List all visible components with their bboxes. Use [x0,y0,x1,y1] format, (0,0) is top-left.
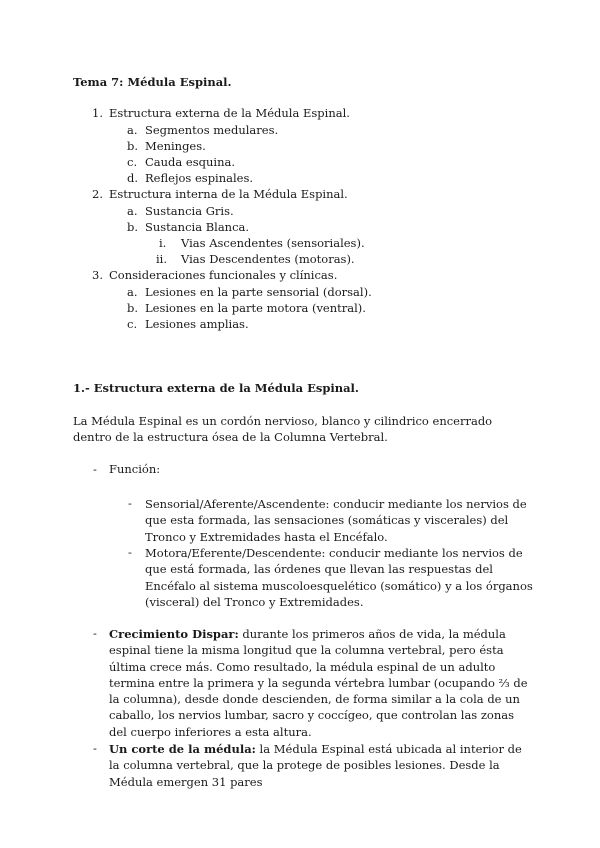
section-heading: 1.- Estructura externa de la Médula Espinal. [73,381,359,395]
toc-letter: b. [127,220,139,234]
corte-label: Un corte de la médula: [109,742,256,756]
toc-text: Meninges. [145,139,206,153]
toc-letter: a. [127,123,138,137]
toc-text: Sustancia Gris. [145,204,234,218]
toc-roman: ii. [156,252,168,266]
toc-text: Consideraciones funcionales y clínicas. [109,268,338,282]
toc-text: Estructura externa de la Médula Espinal. [109,106,350,120]
motora-text: Motora/Eferente/Descendente: conducir mediante los nervios de que está formada, las órdenes que llevan las respuestas del Encéfalo al sistema muscoloesquelético (somático) y a los órganos (visceral) del Tronco y Extremidades. [145,546,533,609]
dash-bullet: - [93,626,97,640]
toc-number: 2. [92,187,103,201]
toc-text: Segmentos medulares. [145,123,279,137]
toc-text: Vias Ascendentes (sensoriales). [181,236,365,250]
toc-letter: a. [127,285,138,299]
dash-bullet: - [93,741,97,755]
toc-letter: c. [127,317,138,331]
dash-bullet: - [128,496,132,510]
toc-text: Lesiones amplias. [145,317,249,331]
sensorial-text: Sensorial/Aferente/Ascendente: conducir mediante los nervios de que esta formada, las sensaciones (somáticas y viscerales) del Tronco y Extremidades hasta el Encéfalo. [145,497,527,544]
toc-letter: b. [127,139,139,153]
crecimiento-label: Crecimiento Dispar: [109,627,239,641]
crecimiento-text: durante los primeros años de vida, la médula espinal tiene la misma longitud que la columna vertebral, pero ésta última crece más. Como resultado, la médula espinal de un adulto termina entre la primera y la segunda vértebra lumbar (ocupando ⅔ de la columna), desde donde descienden, de forma similar a la cola de un caballo, los nervios lumbar, sacro y coccígeo, que controlan las zonas del cuerpo inferiores a esta altura. [109,627,528,739]
dash-bullet: - [93,462,97,476]
toc-text: Reflejos espinales. [145,171,254,185]
toc-number: 3. [92,268,103,282]
document-title: Tema 7: Médula Espinal. [73,75,232,89]
toc-text: Lesiones en la parte sensorial (dorsal). [145,285,372,299]
toc-letter: b. [127,301,139,315]
toc-text: Vias Descendentes (motoras). [181,252,355,266]
toc-text: Estructura interna de la Médula Espinal. [109,187,348,201]
corte-text: la Médula Espinal está ubicada al interior de la columna vertebral, que la protege de posibles lesiones. Desde la Médula emergen 31 pares [109,742,522,789]
toc-number: 1. [92,106,103,120]
crecimiento-paragraph [109,626,529,740]
toc-letter: d. [127,171,139,185]
toc-roman: i. [159,236,167,250]
toc-letter: c. [127,155,138,169]
corte-paragraph [109,741,529,790]
toc-text: Sustancia Blanca. [145,220,250,234]
toc-text: Cauda esquina. [145,155,236,169]
funcion-label: Función: [109,462,161,476]
dash-bullet: - [128,545,132,559]
toc-text: Lesiones en la parte motora (ventral). [145,301,366,315]
intro-paragraph: La Médula Espinal es un cordón nervioso, blanco y cilindrico encerrado dentro de la estructura ósea de la Columna Vertebral. [73,414,493,445]
toc-letter: a. [127,204,138,218]
